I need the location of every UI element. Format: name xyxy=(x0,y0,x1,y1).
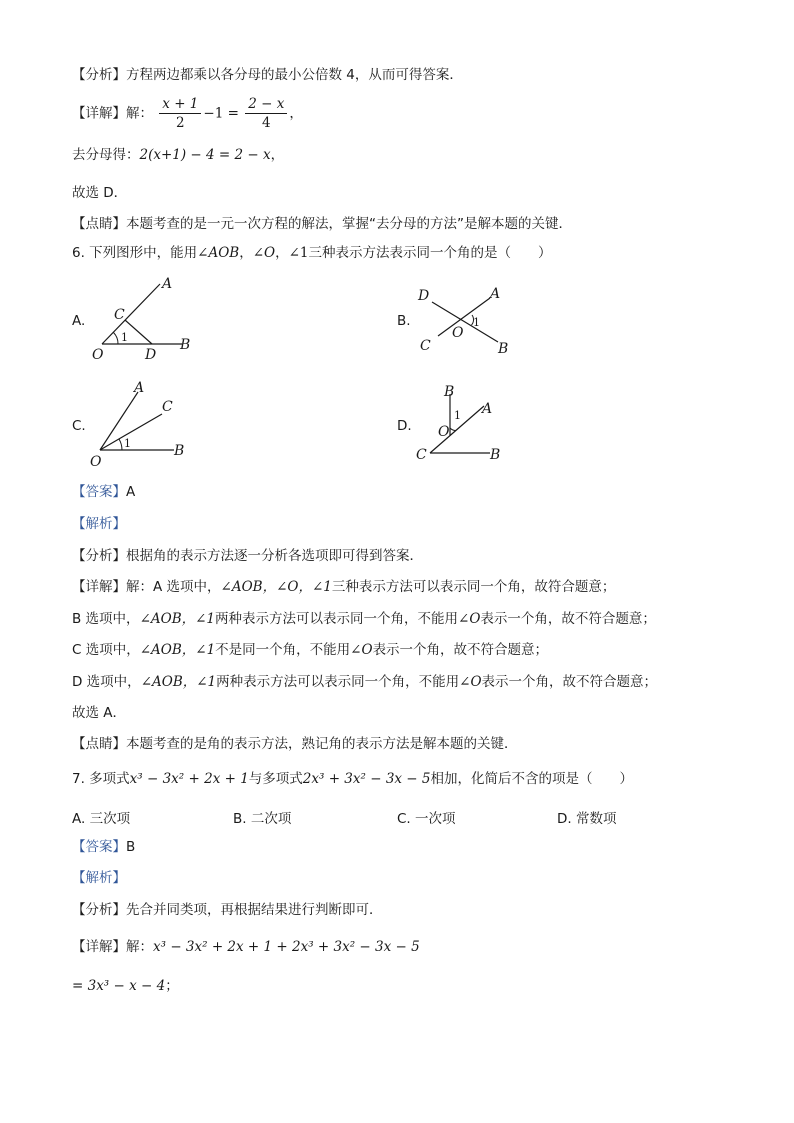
q7-result-line xyxy=(72,977,179,995)
detail-c-angles: ∠AOB，∠1 xyxy=(139,642,216,658)
answer-tag: 【答案】 xyxy=(72,484,126,500)
label-a: A xyxy=(134,380,145,396)
angle-arc xyxy=(114,333,119,345)
q7-detail-line xyxy=(72,938,420,956)
q5-analysis-line xyxy=(72,66,463,84)
comment-text: 本题考查的是角的表示方法，熟记角的表示方法是解本题的关键． xyxy=(126,736,518,752)
detail-c-mid: 不是同一个角，不能用 xyxy=(215,642,351,658)
label-c: C xyxy=(420,338,431,354)
label-c: C xyxy=(416,447,427,463)
ray-oa xyxy=(102,284,160,344)
label-1: 1 xyxy=(124,437,131,450)
detail-tag: 【详解】 xyxy=(72,939,126,955)
q6-option-c-letter: C. xyxy=(72,418,86,434)
q7-analysis-line xyxy=(72,901,383,919)
analysis-text: 方程两边都乘以各分母的最小公倍数 4，从而可得答案． xyxy=(126,67,463,83)
analysis-tag: 【分析】 xyxy=(72,67,126,83)
q5-comment-line xyxy=(72,215,572,233)
detail-b-pre: B 选项中， xyxy=(72,611,140,627)
label-o: O xyxy=(452,325,464,341)
q6-stem-b: 三种表示方法表示同一个角的是（ ） xyxy=(308,245,552,261)
q6-angle-1: ∠1 xyxy=(288,245,309,261)
step1-equation: 2(x+1) − 4 = 2 − x xyxy=(139,147,271,163)
detail-a-end: 三种表示方法可以表示同一个角，故符合题意； xyxy=(331,579,616,595)
detail-b-end: 表示一个角，故不符合题意； xyxy=(480,611,656,627)
q7-poly2: 2x³ + 3x² − 3x − 5 xyxy=(302,771,431,787)
q6-option-b-figure xyxy=(412,280,522,360)
detail-c-end: 表示一个角，故不符合题意； xyxy=(372,642,549,658)
q6-analysis-line xyxy=(72,547,423,565)
label-a: A xyxy=(490,286,501,302)
label-d: D xyxy=(145,347,157,363)
angle-arc xyxy=(119,439,122,450)
q6-option-a-figure xyxy=(88,272,208,364)
label-o: O xyxy=(92,347,104,363)
answer-value: B xyxy=(126,839,136,855)
label-d: D xyxy=(418,288,430,304)
fraction-right-numerator: 2 − x xyxy=(245,95,287,114)
q7-option-a: A. 三次项 xyxy=(72,811,131,827)
q7-option-c: C. 一次项 xyxy=(397,811,456,827)
segment-cd xyxy=(125,320,152,344)
q7-option-d: D. 常数项 xyxy=(557,811,617,827)
label-b: B xyxy=(498,341,509,357)
detail-tag: 【详解】 xyxy=(72,579,126,595)
answer-tag: 【答案】 xyxy=(72,839,126,855)
label-a: A xyxy=(162,276,173,292)
q6-answer-line xyxy=(72,483,135,501)
analysis-tag: 【分析】 xyxy=(72,902,126,918)
label-a: A xyxy=(482,401,493,417)
q6-option-d-figure xyxy=(412,378,522,468)
q6-sep1: ， xyxy=(239,245,253,261)
q6-angle-o: ∠O xyxy=(252,245,276,261)
detail-a-angles: ∠AOB，∠O，∠1 xyxy=(220,579,332,595)
q6-option-b-letter: B. xyxy=(397,313,411,329)
analysis-text: 先合并同类项，再根据结果进行判断即可． xyxy=(126,902,383,918)
q6-option-d-letter: D. xyxy=(397,418,412,434)
label-b-right: B xyxy=(490,447,501,463)
q5-step1-line xyxy=(72,146,284,164)
q6-stem-a: 6. 下列图形中，能用 xyxy=(72,245,198,261)
line-db xyxy=(432,302,498,342)
label-b: B xyxy=(174,443,185,459)
detail-d-pre: D 选项中， xyxy=(72,674,141,690)
q6-stem xyxy=(72,244,552,262)
q7-poly1: x³ − 3x² + 2x + 1 xyxy=(129,771,249,787)
q6-option-a-letter: A. xyxy=(72,313,86,329)
q7-stem xyxy=(72,770,633,788)
detail-d-end: 表示一个角，故不符合题意； xyxy=(481,674,658,690)
q6-explain-tag: 【解析】 xyxy=(72,516,126,532)
q7-option-b: B. 二次项 xyxy=(233,811,292,827)
q6-sep2: ， xyxy=(275,245,289,261)
q7-stem-b: 与多项式 xyxy=(248,771,303,787)
ray-oa xyxy=(100,392,138,450)
detail-b-angle: ∠O xyxy=(458,611,481,627)
ray-oc xyxy=(100,414,162,450)
equation-middle: −1 = xyxy=(203,105,239,122)
detail-d-angle: ∠O xyxy=(459,674,482,690)
comment-text: 本题考查的是一元一次方程的解法，掌握“去分母的方法”是解本题的关键． xyxy=(126,216,572,232)
q6-detail-a xyxy=(72,578,615,596)
detail-prefix: 解： xyxy=(126,105,153,122)
q6-comment-line xyxy=(72,735,518,753)
q5-conclusion: 故选 D． xyxy=(72,185,128,201)
q6-option-c-figure xyxy=(88,376,198,468)
q6-detail-c xyxy=(72,641,548,659)
fraction-left xyxy=(159,95,201,132)
detail-tag: 【详解】 xyxy=(72,105,126,122)
detail-b-mid: 两种表示方法可以表示同一个角，不能用 xyxy=(215,611,459,627)
label-b-top: B xyxy=(444,384,455,400)
answer-value: A xyxy=(126,484,136,500)
detail-equation: x³ − 3x² + 2x + 1 + 2x³ + 3x² − 3x − 5 xyxy=(153,939,420,955)
line-ca xyxy=(438,298,490,336)
detail-prefix: 解： xyxy=(126,939,153,955)
comment-tag: 【点睛】 xyxy=(72,216,126,232)
comment-tag: 【点睛】 xyxy=(72,736,126,752)
angle-arc xyxy=(450,428,456,431)
equation-end: ， xyxy=(289,105,303,122)
label-1: 1 xyxy=(473,316,480,329)
label-1: 1 xyxy=(454,409,461,422)
detail-b-angles: ∠AOB，∠1 xyxy=(139,611,216,627)
q5-detail-line xyxy=(72,95,303,132)
result-equation: = 3x³ − x − 4 xyxy=(72,978,166,994)
fraction-left-denominator: 2 xyxy=(176,115,185,131)
detail-a-pre: 解：A 选项中， xyxy=(126,579,221,595)
label-o: O xyxy=(438,424,450,440)
detail-c-angle: ∠O xyxy=(350,642,373,658)
label-c: C xyxy=(162,399,173,415)
label-b: B xyxy=(180,337,191,353)
q6-angle-aob: ∠AOB xyxy=(197,245,240,261)
q6-detail-d xyxy=(72,673,657,691)
fraction-right-denominator: 4 xyxy=(261,115,271,131)
q6-detail-b xyxy=(72,610,656,628)
analysis-text: 根据角的表示方法逐一分析各选项即可得到答案． xyxy=(126,548,423,564)
label-o: O xyxy=(90,454,102,468)
q7-answer-line xyxy=(72,838,135,856)
detail-d-mid: 两种表示方法可以表示同一个角，不能用 xyxy=(216,674,460,690)
fraction-right xyxy=(245,95,287,132)
step1-label: 去分母得： xyxy=(72,147,140,163)
step1-end: ， xyxy=(270,147,285,163)
q6-conclusion: 故选 A． xyxy=(72,705,127,721)
fraction-left-numerator: x + 1 xyxy=(159,95,201,114)
q7-stem-a: 7. 多项式 xyxy=(72,771,130,787)
label-1: 1 xyxy=(121,331,128,344)
detail-c-pre: C 选项中， xyxy=(72,642,140,658)
label-c: C xyxy=(114,307,125,323)
result-end: ； xyxy=(165,978,179,994)
detail-d-angles: ∠AOB，∠1 xyxy=(140,674,217,690)
q7-stem-c: 相加，化简后不含的项是（ ） xyxy=(430,771,633,787)
q7-explain-tag: 【解析】 xyxy=(72,870,126,886)
analysis-tag: 【分析】 xyxy=(72,548,126,564)
